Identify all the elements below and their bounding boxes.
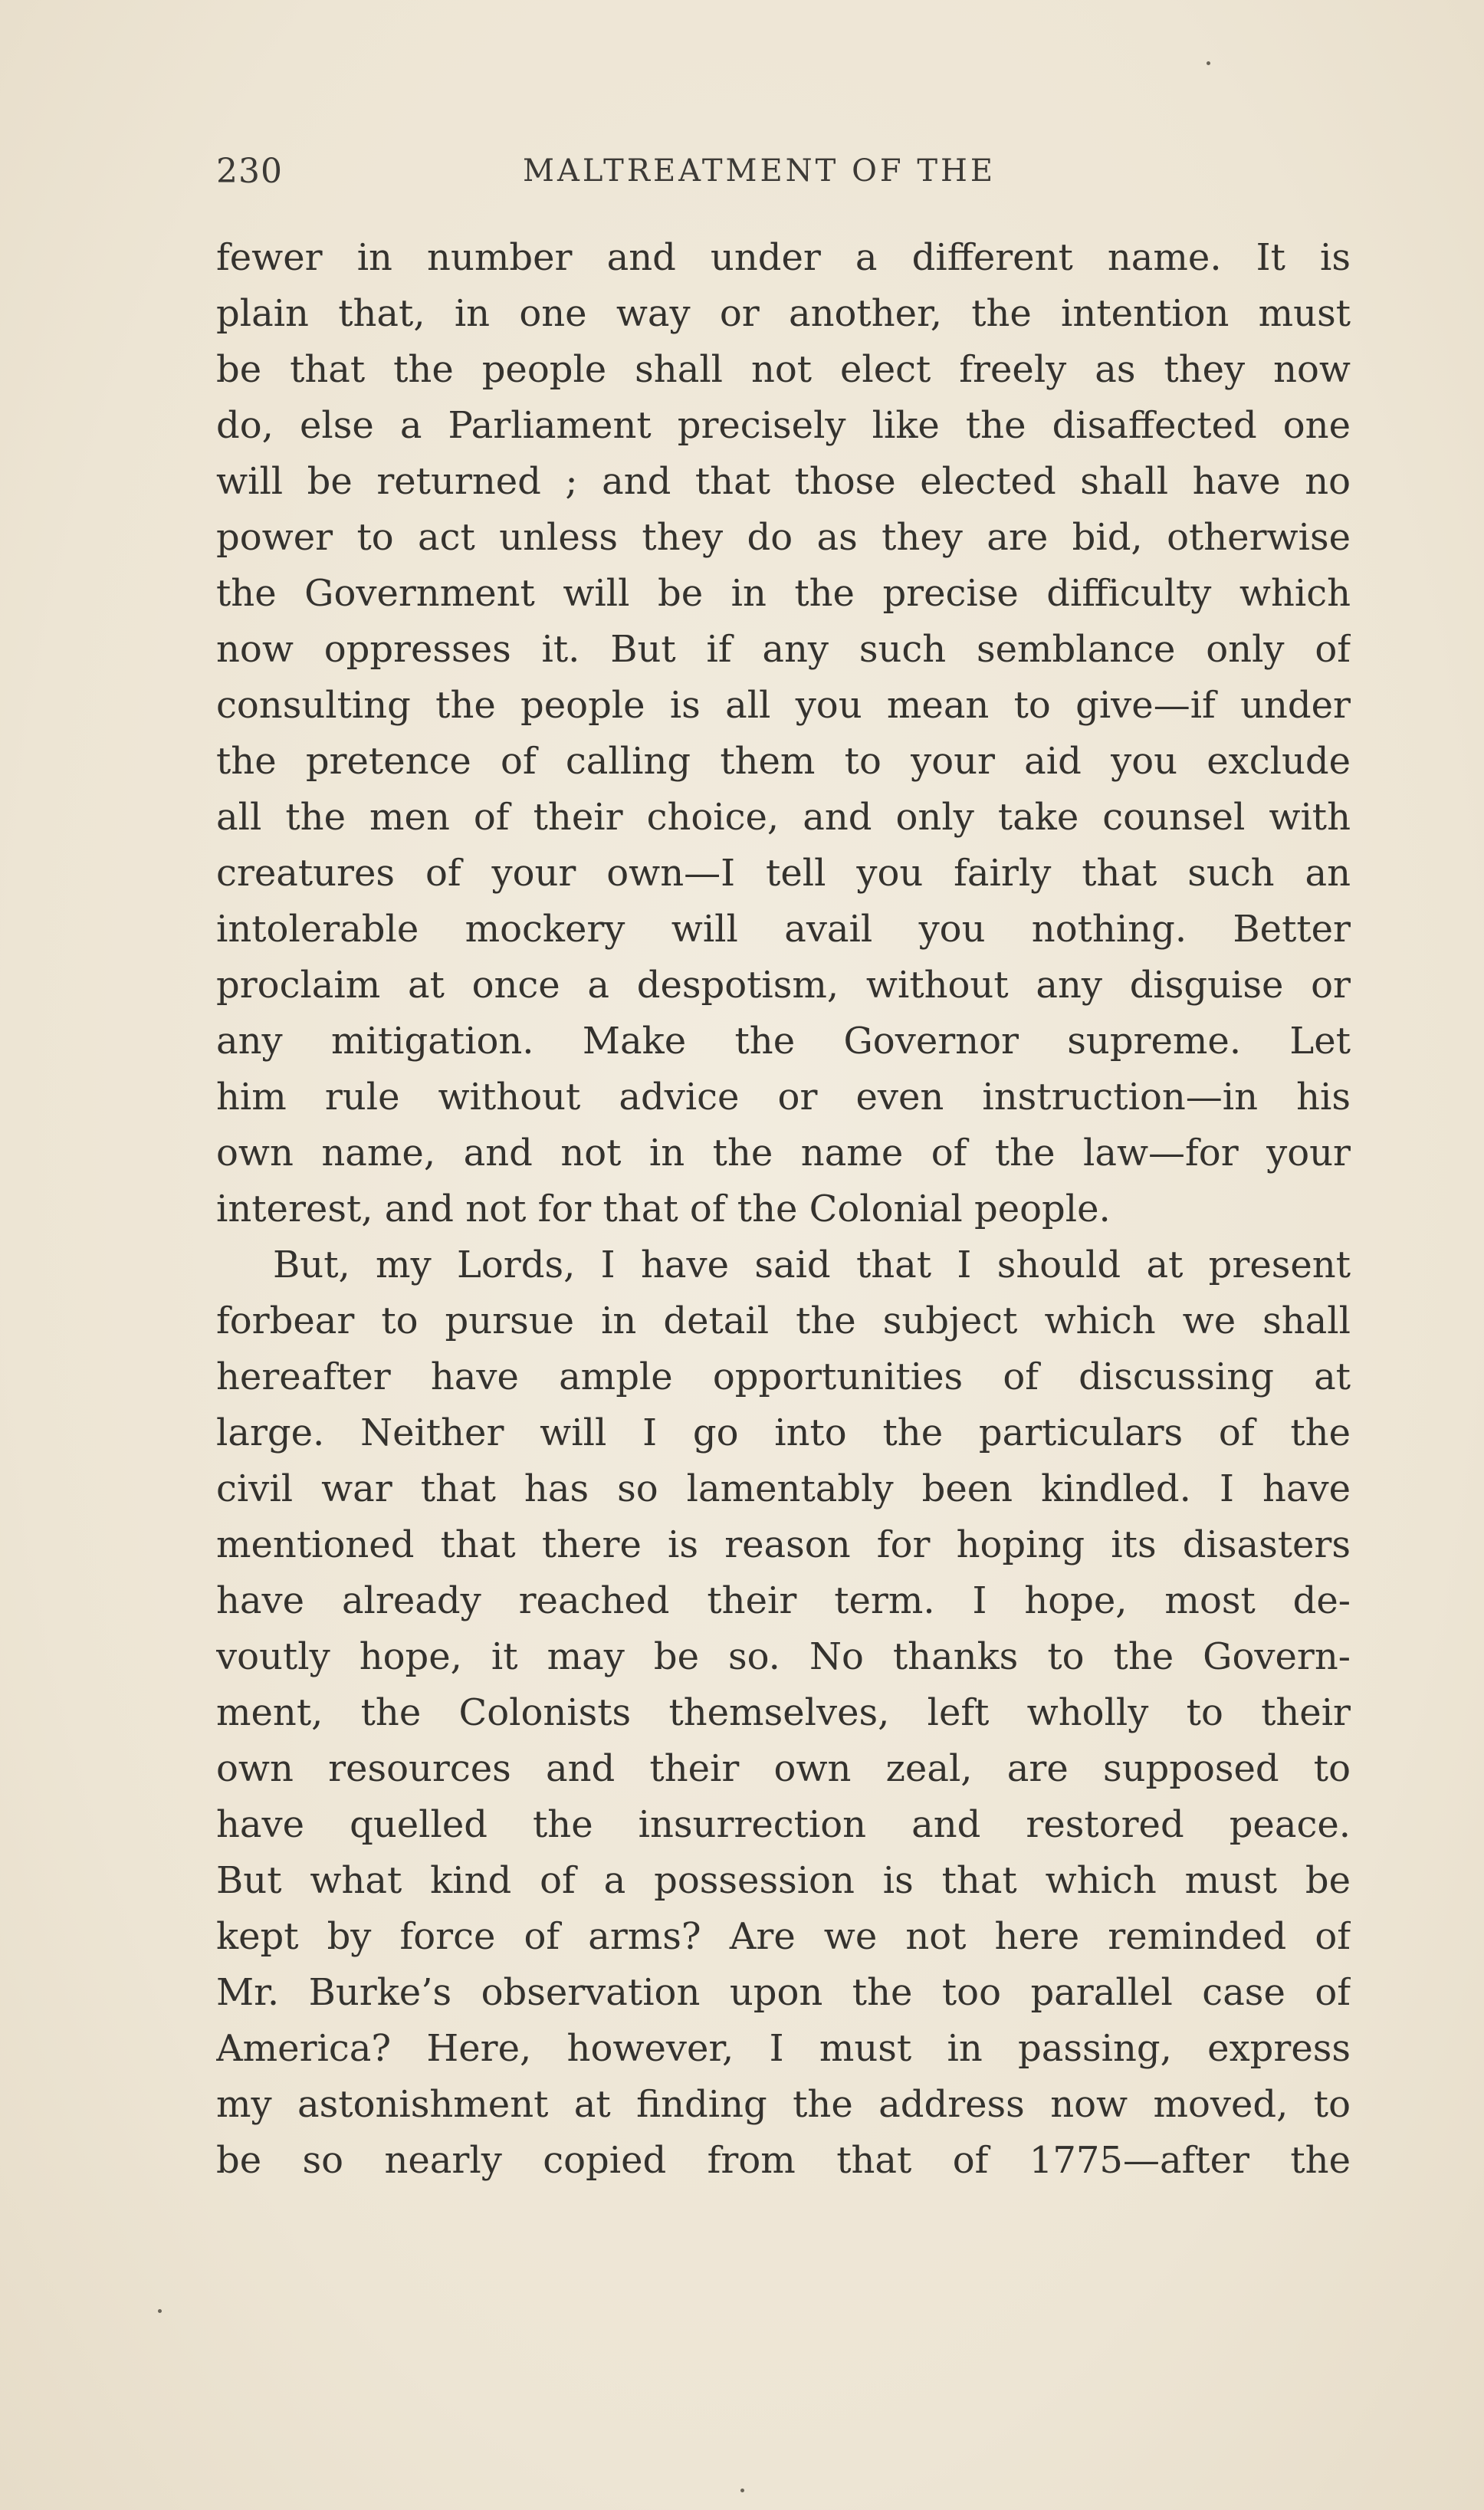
paper-speck	[740, 2489, 744, 2492]
text-line: the pretence of calling them to your aid you exclude	[216, 740, 1351, 783]
text-line: proclaim at once a despotism, without any disguise or	[216, 964, 1351, 1007]
text-line: intolerable mockery will avail you nothing. Better	[216, 908, 1351, 951]
page-number: 230	[216, 152, 283, 191]
running-head: MALTREATMENT OF THE	[523, 153, 996, 189]
page-header	[216, 152, 1351, 198]
text-line: my astonishment at finding the address now moved, to	[216, 2083, 1351, 2126]
text-line: consulting the people is all you mean to give—if under	[216, 684, 1351, 727]
text-line: power to act unless they do as they are bid, otherwise	[216, 516, 1351, 559]
text-line: fewer in number and under a different name. It is	[216, 236, 1351, 279]
text-line: voutly hope, it may be so. No thanks to the Govern-	[216, 1635, 1351, 1678]
text-line: be so nearly copied from that of 1775—after the	[216, 2139, 1351, 2182]
text-line: kept by force of arms? Are we not here reminded of	[216, 1915, 1351, 1958]
text-line: have quelled the insurrection and restored peace.	[216, 1803, 1351, 1846]
text-line: him rule without advice or even instruction—in his	[216, 1076, 1351, 1119]
text-line: all the men of their choice, and only take counsel with	[216, 796, 1351, 839]
text-line: But what kind of a possession is that which must be	[216, 1859, 1351, 1902]
text-line: America? Here, however, I must in passing, express	[216, 2027, 1351, 2070]
text-line: will be returned ; and that those elected shall have no	[216, 460, 1351, 503]
text-line: hereafter have ample opportunities of discussing at	[216, 1355, 1351, 1398]
paper-speck	[1207, 61, 1210, 65]
paragraph-start-line: But, my Lords, I have said that I should at present	[273, 1244, 1351, 1286]
text-line: mentioned that there is reason for hoping its disasters	[216, 1523, 1351, 1566]
text-line: any mitigation. Make the Governor supreme. Let	[216, 1020, 1351, 1063]
text-line: now oppresses it. But if any such semblance only of	[216, 628, 1351, 671]
paragraph-end-line: interest, and not for that of the Colonial people.	[216, 1188, 1111, 1230]
text-line: do, else a Parliament precisely like the disaffected one	[216, 404, 1351, 447]
text-line: have already reached their term. I hope, most de-	[216, 1579, 1351, 1622]
paper-speck	[158, 2309, 162, 2313]
text-line: own name, and not in the name of the law—for your	[216, 1132, 1351, 1175]
text-line: the Government will be in the precise difficulty which	[216, 572, 1351, 615]
text-line: ment, the Colonists themselves, left wholly to their	[216, 1691, 1351, 1734]
body-text	[216, 230, 1351, 2189]
text-line: Mr. Burke’s observation upon the too parallel case of	[216, 1971, 1351, 2014]
text-line: forbear to pursue in detail the subject which we shall	[216, 1299, 1351, 1342]
text-line: own resources and their own zeal, are supposed to	[216, 1747, 1351, 1790]
text-line: large. Neither will I go into the particulars of the	[216, 1411, 1351, 1454]
text-line: be that the people shall not elect freely as they now	[216, 348, 1351, 391]
text-line: civil war that has so lamentably been kindled. I have	[216, 1467, 1351, 1510]
text-line: creatures of your own—I tell you fairly that such an	[216, 852, 1351, 895]
text-line: plain that, in one way or another, the intention must	[216, 292, 1351, 335]
